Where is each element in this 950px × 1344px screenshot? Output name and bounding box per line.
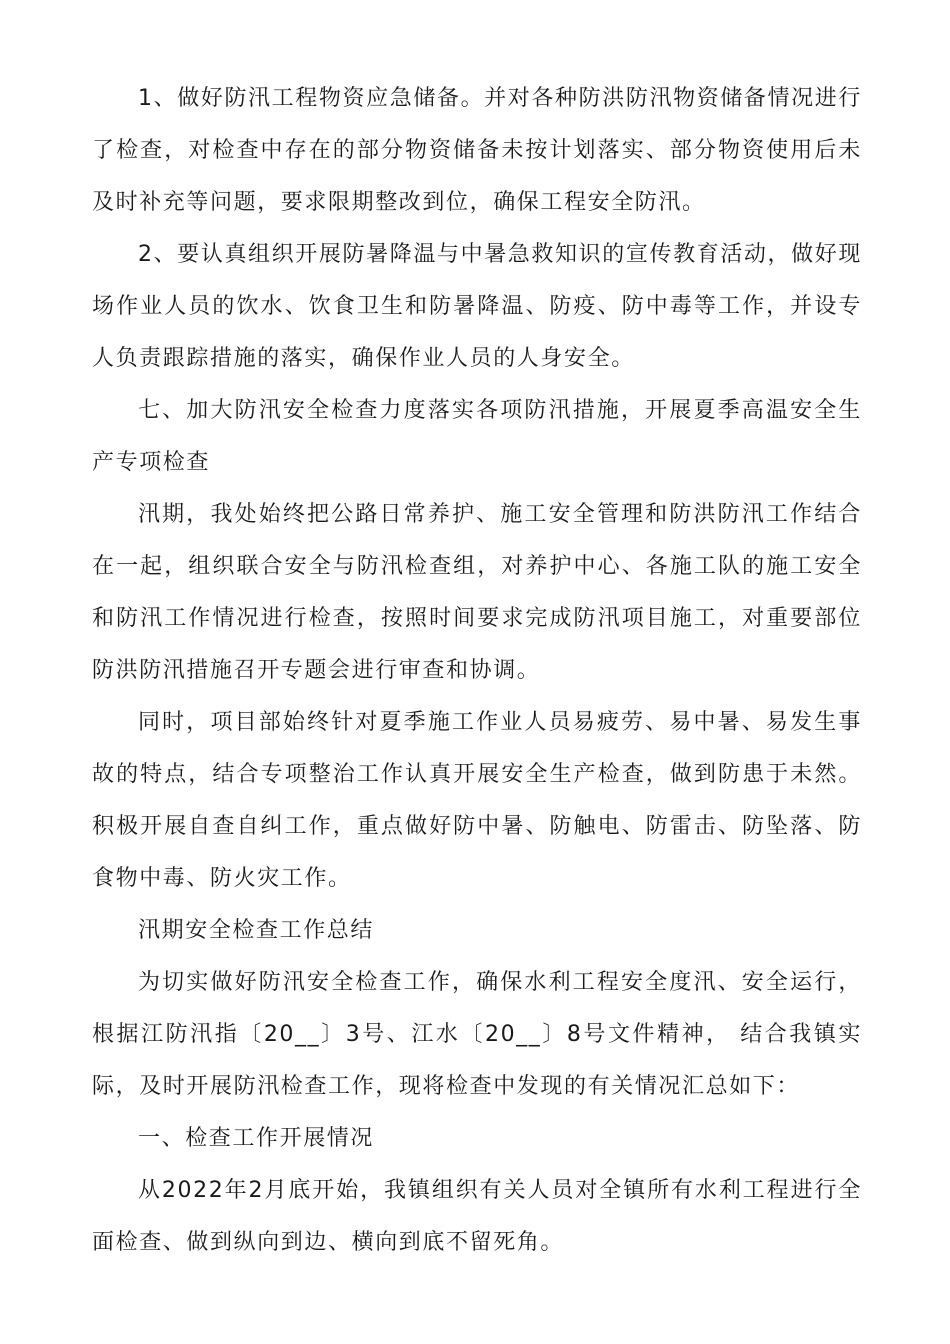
summary-title: 汛期安全检查工作总结 [138,918,375,943]
paragraph-heatstroke-prevention: 2、要认真组织开展防暑降温与中暑急救知识的宣传教育活动，做好现场作业人员的饮水、饮食卫生和防暑降温、防疫、防中毒等工作，并设专人负责跟踪措施的落实，确保作业人员的人身安全。 [92,242,862,371]
section-heading-seven: 七、加大防汛安全检查力度落实各项防汛措施，开展夏季高温安全生产专项检查 [92,398,862,475]
paragraph-intro: 为切实做好防汛安全检查工作，确保水利工程安全度汛、安全运行，根据江防汛指〔20__〕3号、江水〔20__〕8号文件精神， 结合我镇实际，及时开展防汛检查工作，现将检查中发现的有关情况汇总如下： [92,970,862,1099]
paragraph-inspection-start: 从2022年2月底开始，我镇组织有关人员对全镇所有水利工程进行全面检查、做到纵向到边、横向到底不留死角。 [92,1178,862,1255]
section-heading-one: 一、检查工作开展情况 [138,1126,375,1151]
paragraph-summer-safety-check: 同时，项目部始终针对夏季施工作业人员易疲劳、易中暑、易发生事故的特点，结合专项整治工作认真开展安全生产检查，做到防患于未然。积极开展自查自纠工作，重点做好防中暑、防触电、防雷击、防坠落、防食物中毒、防火灾工作。 [92,710,862,891]
paragraph-flood-season-inspection: 汛期，我处始终把公路日常养护、施工安全管理和防洪防汛工作结合在一起，组织联合安全与防汛检查组，对养护中心、各施工队的施工安全和防汛工作情况进行检查，按照时间要求完成防汛项目施工，对重要部位防洪防汛措施召开专题会进行审查和协调。 [92,502,862,683]
paragraph-material-reserve: 1、做好防汛工程物资应急储备。并对各种防洪防汛物资储备情况进行了检查，对检查中存在的部分物资储备未按计划落实、部分物资使用后未及时补充等问题，要求限期整改到位，确保工程安全防汛。 [92,86,862,215]
document-body [92,73,862,1269]
